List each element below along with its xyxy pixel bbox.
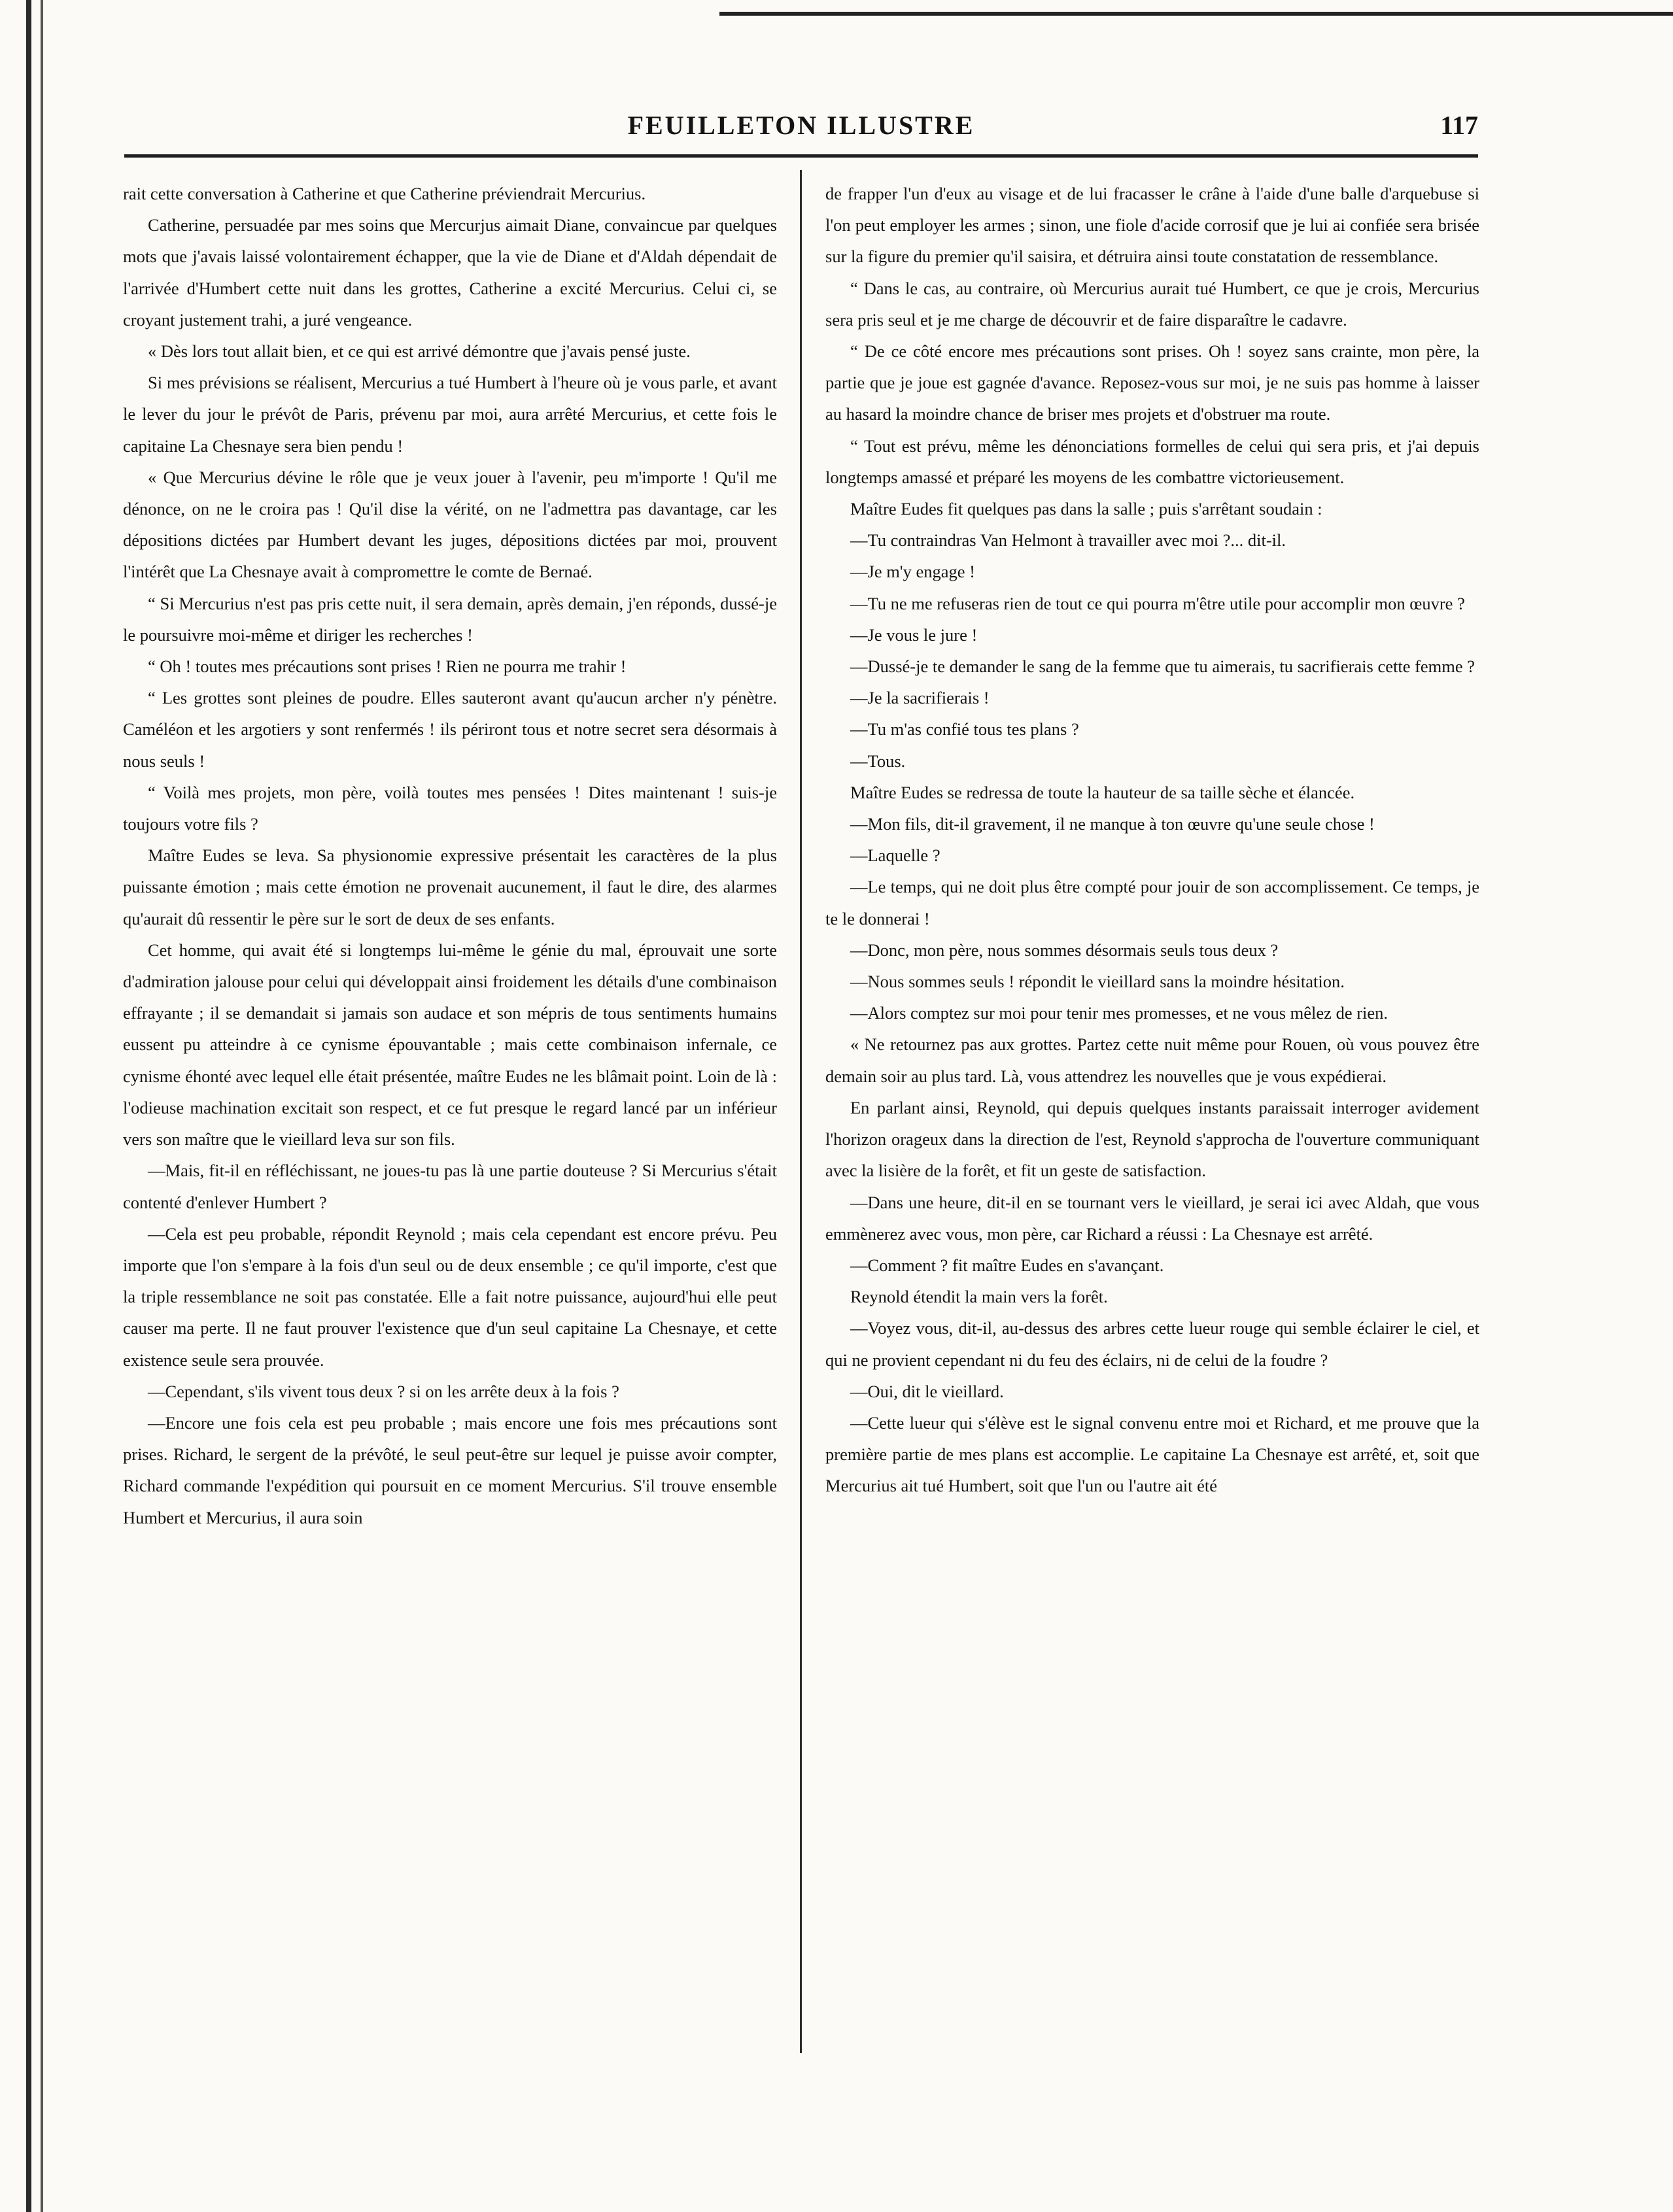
paragraph: —Nous sommes seuls ! répondit le vieillard sans la moindre hésitation. xyxy=(850,972,1345,992)
page-binding-edge xyxy=(26,0,31,2212)
paragraph: —Tu ne me refuseras rien de tout ce qui pourra m'être utile pour accomplir mon œuvre ? xyxy=(850,593,1465,613)
paragraph: —Le temps, qui ne doit plus être compté pour jouir de son accomplissement. Ce temps, je te le donnerai ! xyxy=(825,877,1479,928)
paragraph: “ Voilà mes projets, mon père, voilà toutes mes pensées ! Dites maintenant ! suis-je toujours votre fils ? xyxy=(123,782,777,834)
paragraph: —Mon fils, dit-il gravement, il ne manque à ton œuvre qu'une seule chose ! xyxy=(850,814,1375,834)
paragraph: Cet homme, qui avait été si longtemps lui-même le génie du mal, éprouvait une sorte d'admiration jalouse pour celui qui développait ainsi froidement les détails d'une combinaison effrayante ; il se demandait si jamais son audace et son mépris de tous sentiments humains eussent pu atteindre à ce cynisme épouvantable ; mais cette combinaison infernale, ce cynisme éhonté avec lequel elle était présentée, maître Eudes ne les blâmait point. Loin de là : l'odieuse machination excitait son respect, et ce fut presque le regard lancé par un inférieur vers son maître que le vieillard leva sur son fils. xyxy=(123,940,777,1149)
paragraph: de frapper l'un d'eux au visage et de lui fracasser le crâne à l'aide d'une balle d'arquebuse si l'on peut employer les armes ; sinon, une fiole d'acide corrosif que je lui ai confiée sera brisée sur la figure du premier qu'il saisira, et détruira ainsi toute constatation de ressemblance. xyxy=(825,184,1479,267)
paragraph: « Dès lors tout allait bien, et ce qui est arrivé démontre que j'avais pensé juste. xyxy=(148,341,691,362)
paragraph: —Mais, fit-il en réfléchissant, ne joues-tu pas là une partie douteuse ? Si Mercurius s'était contenté d'enlever Humbert ? xyxy=(123,1161,777,1212)
right-column xyxy=(825,178,1479,1502)
page-header xyxy=(124,110,1478,149)
paragraph: Maître Eudes se leva. Sa physionomie expressive présentait les caractères de la plus puissante émotion ; mais cette émotion ne provenait aucunement, il faut le dire, des alarmes qu'aurait dû ressentir le père sur le sort de deux de ses enfants. xyxy=(123,845,777,928)
paragraph: —Dans une heure, dit-il en se tournant vers le vieillard, je serai ici avec Aldah, que vous emmènerez avec vous, mon père, car Richard a réussi : La Chesnaye est arrêté. xyxy=(825,1192,1479,1244)
page-binding-edge-inner xyxy=(41,0,43,2212)
paragraph: “ Tout est prévu, même les dénonciations formelles de celui qui sera pris, et j'ai depuis longtemps amassé et préparé les moyens de les combattre victorieusement. xyxy=(825,435,1479,487)
paragraph: —Je la sacrifierais ! xyxy=(850,688,990,708)
paragraph: —Donc, mon père, nous sommes désormais seuls tous deux ? xyxy=(850,940,1279,960)
paragraph: “ Dans le cas, au contraire, où Mercurius aurait tué Humbert, ce que je crois, Mercurius sera pris seul et je me charge de découvrir et de faire disparaître le cadavre. xyxy=(825,278,1479,330)
paragraph: —Cependant, s'ils vivent tous deux ? si on les arrête deux à la fois ? xyxy=(148,1381,619,1401)
paragraph: Maître Eudes se redressa de toute la hauteur de sa taille sèche et élancée. xyxy=(850,782,1355,802)
paragraph: Si mes prévisions se réalisent, Mercurius a tué Humbert à l'heure où je vous parle, et avant le lever du jour le prévôt de Paris, prévenu par moi, aura arrêté Mercurius, et cette fois le capitaine La Chesnaye sera bien pendu ! xyxy=(123,373,777,456)
paragraph: —Cette lueur qui s'élève est le signal convenu entre moi et Richard, et me prouve que la première partie de mes plans est accomplie. Le capitaine La Chesnaye est arrêté, et, soit que Mercurius ait tué Humbert, soit que l'un ou l'autre ait été xyxy=(825,1412,1479,1496)
paragraph: —Je vous le jure ! xyxy=(850,624,978,645)
paragraph: En parlant ainsi, Reynold, qui depuis quelques instants paraissait interroger avidement l'horizon orageux dans la direction de l'est, Reynold s'approcha de l'ouverture communiquant avec la lisière de la forêt, et fit un geste de satisfaction. xyxy=(825,1097,1479,1181)
paragraph: —Voyez vous, dit-il, au-dessus des arbres cette lueur rouge qui semble éclairer le ciel, et qui ne provient cependant ni du feu des éclairs, ni de celui de la foudre ? xyxy=(825,1318,1479,1370)
paragraph: “ Les grottes sont pleines de poudre. Elles sauteront avant qu'aucun archer n'y pénètre. Caméléon et les argotiers y sont renfermés ! ils périront tous et notre secret sera désormais à nous seuls ! xyxy=(123,688,777,771)
paragraph: Maître Eudes fit quelques pas dans la salle ; puis s'arrêtant soudain : xyxy=(850,499,1322,519)
page-number: 117 xyxy=(1440,111,1478,140)
column-divider xyxy=(800,170,802,2053)
paragraph: —Tu m'as confié tous tes plans ? xyxy=(850,719,1079,740)
paragraph: —Alors comptez sur moi pour tenir mes promesses, et ne vous mêlez de rien. xyxy=(850,1003,1388,1023)
paragraph: “ Oh ! toutes mes précautions sont prises ! Rien ne pourra me trahir ! xyxy=(148,656,627,677)
paragraph: —Comment ? fit maître Eudes en s'avançant. xyxy=(850,1255,1164,1275)
paragraph: —Oui, dit le vieillard. xyxy=(850,1381,1004,1401)
top-border-rule xyxy=(719,12,1673,16)
paragraph: —Encore une fois cela est peu probable ; mais encore une fois mes précautions sont prises. Richard, le sergent de la prévôté, le seul peut-être sur lequel je puisse avoir compter, Richard commande l'expédition qui poursuit en ce moment Mercurius. S'il trouve ensemble Humbert et Mercurius, il aura soin xyxy=(123,1412,777,1527)
paragraph: Catherine, persuadée par mes soins que Mercurjus aimait Diane, convaincue par quelques mots que j'avais laissé volontairement échapper, que la vie de Diane et d'Aldah dépendait de l'arrivée d'Humbert cette nuit dans les grottes, Catherine a excité Mercurius. Celui ci, se croyant justement trahi, a juré vengeance. xyxy=(123,215,777,330)
left-column xyxy=(123,178,777,1533)
paragraph: Reynold étendit la main vers la forêt. xyxy=(850,1287,1108,1307)
paragraph: « Ne retournez pas aux grottes. Partez cette nuit même pour Rouen, où vous pouvez être demain soir au plus tard. Là, vous attendrez les nouvelles que je vous expédierai. xyxy=(825,1034,1479,1086)
paragraph: « Que Mercurius dévine le rôle que je veux jouer à l'avenir, peu m'importe ! Qu'il me dénonce, on ne le croira pas ! Qu'il dise la vérité, on ne l'admettra pas davantage, car les dépositions dictées par Humbert devant les juges, dépositions dictées par moi, prouvent l'intérêt que La Chesnaye avait à compromettre le comte de Bernaé. xyxy=(123,467,777,582)
paragraph: —Laquelle ? xyxy=(850,845,940,866)
paragraph: rait cette conversation à Catherine et que Catherine préviendrait Mercurius. xyxy=(123,184,646,203)
paragraph: “ De ce côté encore mes précautions sont prises. Oh ! soyez sans crainte, mon père, la partie que je joue est gagnée d'avance. Reposez-vous sur moi, je ne suis pas homme à laisser au hasard la moindre chance de briser mes projets et d'obstruer ma route. xyxy=(825,341,1479,424)
paragraph: —Je m'y engage ! xyxy=(850,562,975,582)
running-title: FEUILLETON ILLUSTRE xyxy=(627,111,975,140)
paragraph: —Dussé-je te demander le sang de la femme que tu aimerais, tu sacrifierais cette femme ? xyxy=(850,656,1475,677)
paragraph: —Cela est peu probable, répondit Reynold ; mais cela cependant est encore prévu. Peu importe que l'on s'empare à la fois d'un seul ou de deux ensemble ; ce qu'il importe, c'est que la triple ressemblance ne soit pas constatée. Elle a fait notre puissance, aujourd'hui elle peut causer ma perte. Il ne faut prouver l'existence que d'un seul capitaine La Chesnaye, et cette existence seule sera prouvée. xyxy=(123,1223,777,1370)
paragraph: —Tu contraindras Van Helmont à travailler avec moi ?... dit-il. xyxy=(850,530,1286,551)
paragraph: “ Si Mercurius n'est pas pris cette nuit, il sera demain, après demain, j'en réponds, dussé-je le poursuivre moi-même et diriger les recherches ! xyxy=(123,593,777,645)
header-rule xyxy=(124,154,1478,158)
paragraph: —Tous. xyxy=(850,751,906,771)
